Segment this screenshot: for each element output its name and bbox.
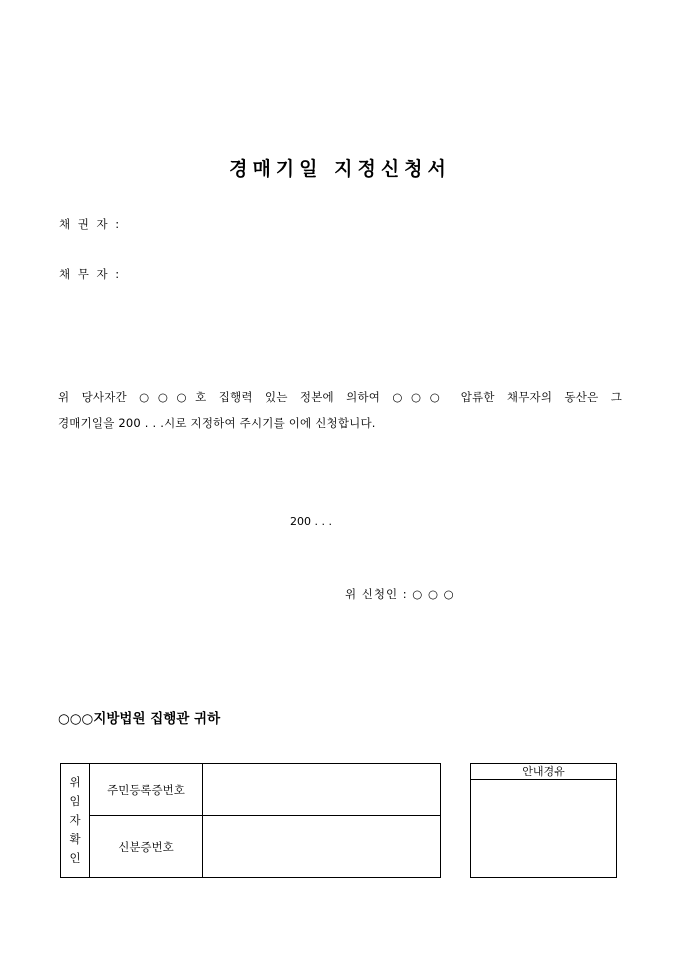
creditor-label: 채 권 자 : [59, 217, 122, 231]
body-text-line-2: 경매기일을 200 . . .시로 지정하여 주시기를 이에 신청합니다. [58, 416, 376, 430]
resident-registration-label: 주민등록증번호 [90, 764, 203, 816]
vertical-char: 임 [69, 794, 81, 808]
body-text-line-1: 위 당사자간 ○○○호 집행력 있는 정본에 의하여 ○○○ 압류한 채무자의 동산은 그 [58, 390, 622, 404]
applicant-line: 위 신청인 : ○ ○ ○ [345, 587, 455, 601]
delegate-verification-table [60, 763, 441, 878]
resident-registration-field[interactable] [203, 764, 441, 816]
id-number-field[interactable] [203, 816, 441, 878]
vertical-char: 위 [69, 775, 81, 789]
debtor-label: 채 무 자 : [59, 267, 122, 281]
vertical-char: 확 [69, 832, 81, 846]
guide-route-header: 안내경유 [471, 764, 617, 780]
guide-route-field[interactable] [471, 780, 617, 878]
vertical-char: 자 [69, 813, 81, 827]
verification-vertical-label [61, 764, 90, 878]
page-title: 경매기일 지정신청서 [229, 158, 451, 180]
guide-route-table [470, 763, 617, 878]
date-line: 200 . . . [290, 515, 332, 528]
addressee: ○○○지방법원 집행관 귀하 [58, 711, 221, 727]
vertical-char: 인 [69, 851, 81, 865]
id-number-label: 신분증번호 [90, 816, 203, 878]
